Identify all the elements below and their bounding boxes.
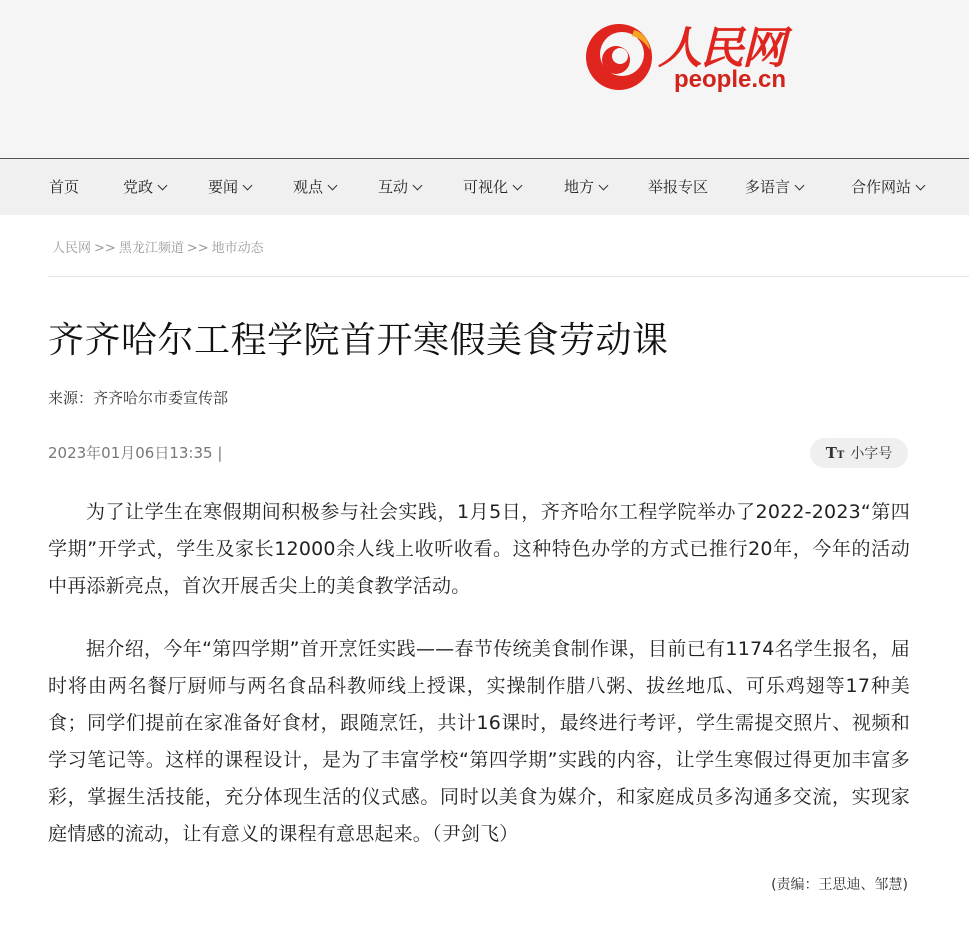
- article-paragraph: 据介绍，今年“第四学期”首开烹饪实践——春节传统美食制作课，目前已有1174名学生报名，届时将由两名餐厅厨师与两名食品科教师线上授课，实操制作腊八粥、拔丝地瓜、可乐鸡翅等17种美食；同学们提前在家准备好食材，跟随烹饪，共计16课时，最终进行考评，学生需提交照片、视频和学习笔记等。这样的课程设计，是为了丰富学校“第四学期”实践的内容，让学生寒假过得更加丰富多彩，掌握生活技能，充分体现生活的仪式感。同时以美食为媒介，和家庭成员多沟通多交流，实现家庭情感的流动，让有意义的课程有意思起来。（尹剑飞）: [48, 638, 910, 845]
- nav-item-party[interactable]: 党政: [123, 159, 166, 215]
- nav-item-partners[interactable]: 合作网站: [851, 159, 924, 215]
- article-body: [48, 494, 910, 879]
- site-header: [0, 0, 969, 158]
- logo-english-text: people.cn: [674, 66, 787, 93]
- article-datetime: 2023年01月06日13:35 |: [48, 444, 223, 462]
- font-size-icon: TT: [825, 444, 845, 462]
- article-editor: (责编：王思迪、邹慧): [771, 877, 908, 893]
- breadcrumb-link-home[interactable]: 人民网: [52, 241, 92, 256]
- breadcrumb: [52, 237, 264, 256]
- chevron-down-icon: [158, 181, 168, 191]
- breadcrumb-divider: [48, 276, 969, 277]
- main-nav: [0, 158, 969, 215]
- nav-item-visualization[interactable]: 可视化: [463, 159, 521, 215]
- chevron-down-icon: [328, 181, 338, 191]
- nav-item-home[interactable]: 首页: [49, 178, 80, 196]
- article-paragraph: 为了让学生在寒假期间积极参与社会实践，1月5日，齐齐哈尔工程学院举办了2022-2023“第四学期”开学式，学生及家长12000余人线上收听收看。这种特色办学的方式已推行20年，今年的活动中再添新亮点，首次开展舌尖上的美食教学活动。: [48, 501, 910, 597]
- nav-item-report[interactable]: 举报专区: [648, 178, 709, 196]
- breadcrumb-link-channel[interactable]: 黑龙江频道: [118, 241, 184, 256]
- people-cn-logo[interactable]: [582, 12, 797, 98]
- article-title: 齐齐哈尔工程学院首开寒假美食劳动课: [48, 320, 669, 361]
- nav-item-opinion[interactable]: 观点: [293, 159, 336, 215]
- chevron-down-icon: [413, 181, 423, 191]
- article-source: 来源：齐齐哈尔市委宣传部: [48, 389, 229, 407]
- nav-item-local[interactable]: 地方: [564, 159, 607, 215]
- logo-chinese-text: 人民网: [658, 23, 784, 74]
- chevron-down-icon: [243, 181, 253, 191]
- font-size-toggle-button[interactable]: [810, 438, 908, 468]
- nav-item-languages[interactable]: 多语言: [745, 159, 803, 215]
- chevron-down-icon: [599, 181, 609, 191]
- font-size-toggle-label: 小字号: [850, 446, 893, 462]
- chevron-down-icon: [513, 181, 523, 191]
- chevron-down-icon: [795, 181, 805, 191]
- breadcrumb-separator: >>: [94, 241, 116, 256]
- breadcrumb-separator: >>: [186, 241, 209, 256]
- nav-item-headlines[interactable]: 要闻: [208, 159, 251, 215]
- logo-swirl-icon: [582, 20, 656, 94]
- chevron-down-icon: [916, 181, 926, 191]
- breadcrumb-link-section[interactable]: 地市动态: [211, 241, 264, 256]
- nav-item-interaction[interactable]: 互动: [378, 159, 421, 215]
